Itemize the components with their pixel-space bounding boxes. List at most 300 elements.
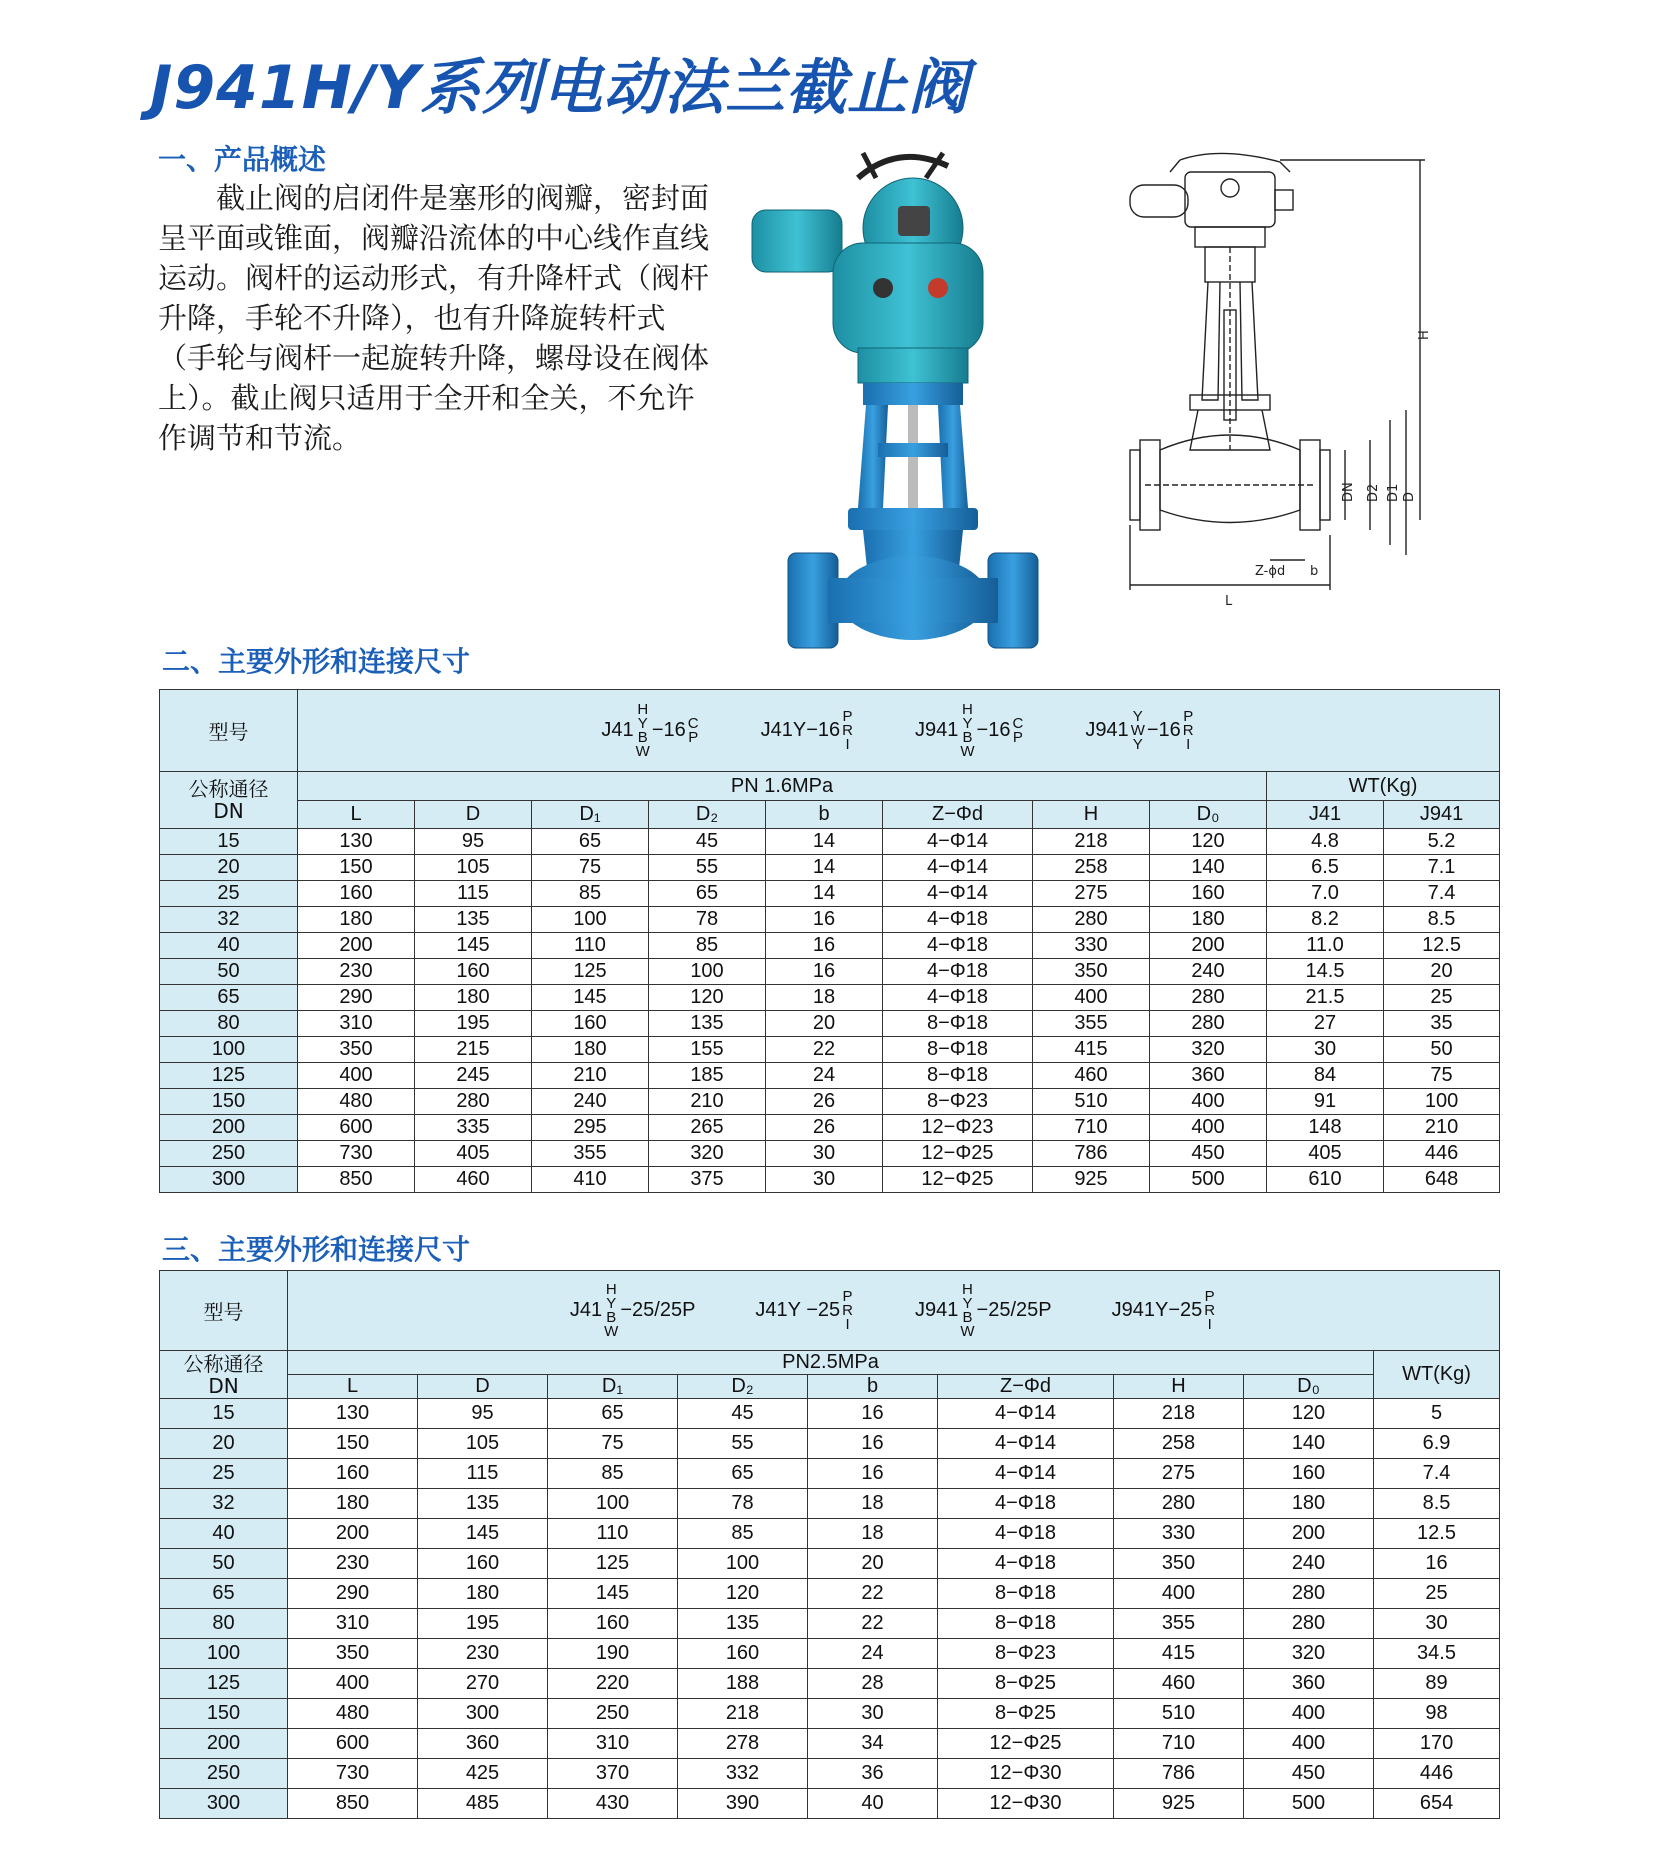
table-cell: 480 — [288, 1699, 418, 1729]
table-cell: 240 — [532, 1089, 649, 1115]
table-cell: 30 — [766, 1167, 883, 1193]
table-row — [160, 1759, 1500, 1789]
dn-cell: 40 — [160, 1519, 288, 1549]
dn-cell: 100 — [160, 1037, 298, 1063]
table-cell: 34 — [808, 1729, 938, 1759]
dn-cell: 150 — [160, 1089, 298, 1115]
table-row — [160, 1729, 1500, 1759]
table-cell: 16 — [808, 1399, 938, 1429]
table-cell: 100 — [678, 1549, 808, 1579]
column-header: H — [1114, 1375, 1244, 1399]
model-code: J41Y−16 P R I — [760, 707, 853, 753]
table-cell: 180 — [415, 985, 532, 1011]
table-cell: 12−Φ25 — [938, 1729, 1114, 1759]
dn-label: 公称通径 DN — [160, 772, 298, 829]
table-cell: 25 — [1374, 1579, 1500, 1609]
table-cell: 145 — [548, 1579, 678, 1609]
dim-d2-label: D2 — [1366, 483, 1381, 502]
table-cell: 8−Φ23 — [938, 1639, 1114, 1669]
table-cell: 34.5 — [1374, 1639, 1500, 1669]
column-header: D₀ — [1150, 801, 1267, 829]
dn-cell: 250 — [160, 1759, 288, 1789]
dimension-table-pn25 — [159, 1270, 1500, 1819]
dn-cell: 20 — [160, 855, 298, 881]
dim-d1-label: D1 — [1386, 483, 1401, 502]
table-cell: 850 — [288, 1789, 418, 1819]
dn-cell: 15 — [160, 1399, 288, 1429]
table-cell: 400 — [1244, 1729, 1374, 1759]
table-cell: 4−Φ14 — [883, 829, 1033, 855]
table-cell: 30 — [1267, 1037, 1384, 1063]
table-cell: 78 — [649, 907, 766, 933]
table-cell: 4−Φ18 — [883, 959, 1033, 985]
table-cell: 330 — [1033, 933, 1150, 959]
table-cell: 145 — [418, 1519, 548, 1549]
table-cell: 218 — [1033, 829, 1150, 855]
table-cell: 270 — [418, 1669, 548, 1699]
table-cell: 355 — [1033, 1011, 1150, 1037]
table-cell: 65 — [678, 1459, 808, 1489]
dim-b-label: b — [1310, 564, 1319, 579]
table-cell: 150 — [298, 855, 415, 881]
table-cell: 12−Φ30 — [938, 1759, 1114, 1789]
table-cell: 7.4 — [1384, 881, 1500, 907]
table-row — [160, 1063, 1500, 1089]
table-cell: 280 — [415, 1089, 532, 1115]
table-cell: 135 — [415, 907, 532, 933]
dn-cell: 32 — [160, 907, 298, 933]
table-row — [160, 881, 1500, 907]
table-cell: 26 — [766, 1115, 883, 1141]
table-cell: 200 — [298, 933, 415, 959]
table-cell: 240 — [1150, 959, 1267, 985]
table-cell: 95 — [415, 829, 532, 855]
table-cell: 400 — [1033, 985, 1150, 1011]
dn-cell: 50 — [160, 959, 298, 985]
table-cell: 8−Φ18 — [938, 1609, 1114, 1639]
table-cell: 110 — [532, 933, 649, 959]
table-cell: 786 — [1033, 1141, 1150, 1167]
table-cell: 400 — [288, 1669, 418, 1699]
model-codes — [298, 690, 1500, 772]
table-cell: 355 — [1114, 1609, 1244, 1639]
overview-text: 截止阀的启闭件是塞形的阀瓣，密封面呈平面或锥面，阀瓣沿流体的中心线作直线运动。阀杆的运动形式，有升降杆式（阀杆升降，手轮不升降），也有升降旋转杆式（手轮与阀杆一起旋转升降，螺母设在阀体上）。截止阀只适用于全开和全关，不允许作调节和节流。 — [158, 181, 710, 455]
weight-label: WT(Kg) — [1374, 1351, 1500, 1399]
table-cell: 355 — [532, 1141, 649, 1167]
table-cell: 4−Φ18 — [938, 1489, 1114, 1519]
table-cell: 280 — [1244, 1609, 1374, 1639]
table-cell: 105 — [415, 855, 532, 881]
table-row — [160, 1669, 1500, 1699]
table-cell: 258 — [1114, 1429, 1244, 1459]
table-cell: 14 — [766, 829, 883, 855]
dn-cell: 125 — [160, 1063, 298, 1089]
dn-cell: 125 — [160, 1669, 288, 1699]
table-cell: 450 — [1244, 1759, 1374, 1789]
table-row — [160, 1011, 1500, 1037]
dn-cell: 250 — [160, 1141, 298, 1167]
table-cell: 360 — [1150, 1063, 1267, 1089]
table-cell: 200 — [288, 1519, 418, 1549]
table-cell: 5.2 — [1384, 829, 1500, 855]
table-cell: 8−Φ18 — [883, 1037, 1033, 1063]
table-cell: 320 — [1150, 1037, 1267, 1063]
column-header: J41 — [1267, 801, 1384, 829]
table-cell: 75 — [1384, 1063, 1500, 1089]
dn-cell: 300 — [160, 1789, 288, 1819]
dn-cell: 300 — [160, 1167, 298, 1193]
table-row — [160, 1141, 1500, 1167]
table-cell: 16 — [766, 933, 883, 959]
table-cell: 24 — [766, 1063, 883, 1089]
dn-cell: 32 — [160, 1489, 288, 1519]
table-cell: 6.5 — [1267, 855, 1384, 881]
table-cell: 12−Φ25 — [883, 1167, 1033, 1193]
table-cell: 8−Φ25 — [938, 1699, 1114, 1729]
table-cell: 24 — [808, 1639, 938, 1669]
table-cell: 500 — [1150, 1167, 1267, 1193]
table-cell: 400 — [298, 1063, 415, 1089]
table-cell: 85 — [548, 1459, 678, 1489]
table-cell: 230 — [288, 1549, 418, 1579]
table-cell: 40 — [808, 1789, 938, 1819]
table-cell: 65 — [548, 1399, 678, 1429]
table-cell: 11.0 — [1267, 933, 1384, 959]
table-cell: 35 — [1384, 1011, 1500, 1037]
table-cell: 5 — [1374, 1399, 1500, 1429]
table-cell: 280 — [1033, 907, 1150, 933]
table-cell: 21.5 — [1267, 985, 1384, 1011]
column-header: H — [1033, 801, 1150, 829]
table-cell: 230 — [418, 1639, 548, 1669]
table-cell: 220 — [548, 1669, 678, 1699]
table-cell: 180 — [1244, 1489, 1374, 1519]
table-cell: 75 — [548, 1429, 678, 1459]
table-cell: 925 — [1114, 1789, 1244, 1819]
table-cell: 310 — [548, 1729, 678, 1759]
table-cell: 160 — [418, 1549, 548, 1579]
table-cell: 4−Φ14 — [938, 1459, 1114, 1489]
table-cell: 300 — [418, 1699, 548, 1729]
table-cell: 135 — [649, 1011, 766, 1037]
table-cell: 350 — [1114, 1549, 1244, 1579]
table-cell: 12.5 — [1374, 1519, 1500, 1549]
dim-l-label: L — [1225, 594, 1233, 609]
table-cell: 130 — [298, 829, 415, 855]
table-cell: 350 — [288, 1639, 418, 1669]
table-cell: 446 — [1374, 1759, 1500, 1789]
table-cell: 485 — [418, 1789, 548, 1819]
table-cell: 200 — [1150, 933, 1267, 959]
table-cell: 415 — [1033, 1037, 1150, 1063]
table-cell: 4−Φ18 — [938, 1549, 1114, 1579]
table-row — [160, 1549, 1500, 1579]
table-cell: 410 — [532, 1167, 649, 1193]
table-cell: 16 — [766, 959, 883, 985]
table-cell: 4−Φ14 — [883, 855, 1033, 881]
table-row — [160, 1699, 1500, 1729]
column-header: L — [298, 801, 415, 829]
table-cell: 258 — [1033, 855, 1150, 881]
table-cell: 400 — [1150, 1115, 1267, 1141]
column-header: D — [418, 1375, 548, 1399]
weight-label: WT(Kg) — [1267, 772, 1500, 801]
table-cell: 14 — [766, 881, 883, 907]
table-cell: 4.8 — [1267, 829, 1384, 855]
table-cell: 500 — [1244, 1789, 1374, 1819]
table-cell: 120 — [1244, 1399, 1374, 1429]
table-cell: 4−Φ18 — [938, 1519, 1114, 1549]
table-cell: 26 — [766, 1089, 883, 1115]
table-cell: 332 — [678, 1759, 808, 1789]
table-cell: 360 — [1244, 1669, 1374, 1699]
table-row — [160, 1609, 1500, 1639]
table-cell: 450 — [1150, 1141, 1267, 1167]
table-cell: 16 — [1374, 1549, 1500, 1579]
dim-h-label: H — [1417, 330, 1432, 340]
model-code: J941 H Y B W −16 C P — [914, 700, 1024, 760]
dn-cell: 65 — [160, 985, 298, 1011]
dn-cell: 15 — [160, 829, 298, 855]
table-cell: 215 — [415, 1037, 532, 1063]
table-cell: 195 — [418, 1609, 548, 1639]
table-cell: 320 — [649, 1141, 766, 1167]
table-cell: 7.1 — [1384, 855, 1500, 881]
table-cell: 4−Φ18 — [883, 907, 1033, 933]
dn-cell: 40 — [160, 933, 298, 959]
table-cell: 120 — [1150, 829, 1267, 855]
page-title: J941H/Y系列电动法兰截止阀 — [150, 53, 970, 123]
dn-cell: 25 — [160, 1459, 288, 1489]
table-row — [160, 1639, 1500, 1669]
table-cell: 85 — [649, 933, 766, 959]
table-cell: 295 — [532, 1115, 649, 1141]
table-cell: 710 — [1033, 1115, 1150, 1141]
table-cell: 710 — [1114, 1729, 1244, 1759]
table-cell: 310 — [288, 1609, 418, 1639]
column-header: J941 — [1384, 801, 1500, 829]
table-cell: 4−Φ14 — [938, 1399, 1114, 1429]
table-cell: 4−Φ18 — [883, 985, 1033, 1011]
table-row — [160, 907, 1500, 933]
table-cell: 290 — [298, 985, 415, 1011]
table-cell: 78 — [678, 1489, 808, 1519]
table-cell: 350 — [1033, 959, 1150, 985]
table-cell: 148 — [1267, 1115, 1384, 1141]
table-cell: 460 — [1114, 1669, 1244, 1699]
table-cell: 14 — [766, 855, 883, 881]
table-cell: 22 — [808, 1579, 938, 1609]
table-cell: 36 — [808, 1759, 938, 1789]
table-cell: 250 — [548, 1699, 678, 1729]
table-cell: 7.4 — [1374, 1459, 1500, 1489]
table-cell: 180 — [298, 907, 415, 933]
table-cell: 14.5 — [1267, 959, 1384, 985]
table-cell: 160 — [288, 1459, 418, 1489]
dn-cell: 50 — [160, 1549, 288, 1579]
table-cell: 160 — [1244, 1459, 1374, 1489]
column-header: D₁ — [532, 801, 649, 829]
type-label: 型号 — [160, 690, 298, 772]
table-cell: 925 — [1033, 1167, 1150, 1193]
column-header: D₂ — [678, 1375, 808, 1399]
table-cell: 8.2 — [1267, 907, 1384, 933]
pressure-label: PN2.5MPa — [288, 1351, 1374, 1375]
table-cell: 65 — [532, 829, 649, 855]
table-cell: 180 — [1150, 907, 1267, 933]
table-cell: 28 — [808, 1669, 938, 1699]
table-cell: 160 — [548, 1609, 678, 1639]
table-cell: 85 — [532, 881, 649, 907]
table-cell: 135 — [678, 1609, 808, 1639]
table-cell: 370 — [548, 1759, 678, 1789]
table-cell: 50 — [1384, 1037, 1500, 1063]
dn-cell: 80 — [160, 1609, 288, 1639]
table-cell: 195 — [415, 1011, 532, 1037]
table-cell: 25 — [1384, 985, 1500, 1011]
table-cell: 200 — [1244, 1519, 1374, 1549]
table-cell: 145 — [532, 985, 649, 1011]
table-cell: 190 — [548, 1639, 678, 1669]
table-cell: 390 — [678, 1789, 808, 1819]
table-cell: 115 — [418, 1459, 548, 1489]
table-cell: 16 — [808, 1459, 938, 1489]
dn-cell: 20 — [160, 1429, 288, 1459]
table-cell: 110 — [548, 1519, 678, 1549]
table-row — [160, 829, 1500, 855]
table-row — [160, 1399, 1500, 1429]
table-cell: 275 — [1033, 881, 1150, 907]
table-cell: 280 — [1150, 985, 1267, 1011]
table-cell: 105 — [418, 1429, 548, 1459]
table-cell: 22 — [766, 1037, 883, 1063]
table-cell: 4−Φ18 — [883, 933, 1033, 959]
valve-photo — [748, 148, 1048, 653]
table-row — [160, 1579, 1500, 1609]
table-cell: 480 — [298, 1089, 415, 1115]
table-row — [160, 1429, 1500, 1459]
table-cell: 160 — [1150, 881, 1267, 907]
table-cell: 290 — [288, 1579, 418, 1609]
table-cell: 160 — [415, 959, 532, 985]
table2-heading: 三、主要外形和连接尺寸 — [162, 1233, 471, 1266]
table-cell: 75 — [532, 855, 649, 881]
table-cell: 218 — [1114, 1399, 1244, 1429]
table-cell: 120 — [678, 1579, 808, 1609]
table-cell: 150 — [288, 1429, 418, 1459]
table-cell: 125 — [548, 1549, 678, 1579]
table-cell: 230 — [298, 959, 415, 985]
table-cell: 180 — [288, 1489, 418, 1519]
table-cell: 600 — [288, 1729, 418, 1759]
table-row — [160, 855, 1500, 881]
table-cell: 100 — [649, 959, 766, 985]
table-cell: 100 — [1384, 1089, 1500, 1115]
table-cell: 95 — [418, 1399, 548, 1429]
column-header: b — [808, 1375, 938, 1399]
table-cell: 18 — [766, 985, 883, 1011]
table-cell: 240 — [1244, 1549, 1374, 1579]
dim-d-label: D — [1402, 491, 1417, 502]
table-cell: 510 — [1114, 1699, 1244, 1729]
table-cell: 55 — [678, 1429, 808, 1459]
table-cell: 265 — [649, 1115, 766, 1141]
table-cell: 8−Φ18 — [938, 1579, 1114, 1609]
table-cell: 155 — [649, 1037, 766, 1063]
table-cell: 400 — [1244, 1699, 1374, 1729]
model-codes — [288, 1271, 1500, 1351]
column-header: D₁ — [548, 1375, 678, 1399]
dn-cell: 150 — [160, 1699, 288, 1729]
table-cell: 135 — [418, 1489, 548, 1519]
table-cell: 160 — [298, 881, 415, 907]
table-cell: 20 — [808, 1549, 938, 1579]
table-cell: 170 — [1374, 1729, 1500, 1759]
table-cell: 275 — [1114, 1459, 1244, 1489]
table-cell: 350 — [298, 1037, 415, 1063]
column-header: D₂ — [649, 801, 766, 829]
table-cell: 510 — [1033, 1089, 1150, 1115]
table-cell: 4−Φ14 — [883, 881, 1033, 907]
table-cell: 600 — [298, 1115, 415, 1141]
table-cell: 280 — [1150, 1011, 1267, 1037]
table-cell: 460 — [1033, 1063, 1150, 1089]
dim-dn-label: DN — [1341, 482, 1356, 502]
table-cell: 160 — [678, 1639, 808, 1669]
column-header: L — [288, 1375, 418, 1399]
pressure-label: PN 1.6MPa — [298, 772, 1267, 801]
table-cell: 330 — [1114, 1519, 1244, 1549]
table-row — [160, 933, 1500, 959]
table-cell: 8−Φ25 — [938, 1669, 1114, 1699]
dim-zphi-label: Z-ϕd — [1255, 564, 1286, 579]
table-cell: 30 — [808, 1699, 938, 1729]
column-header: D — [415, 801, 532, 829]
table-cell: 360 — [418, 1729, 548, 1759]
table-cell: 730 — [288, 1759, 418, 1789]
table-cell: 30 — [1374, 1609, 1500, 1639]
table-cell: 16 — [808, 1429, 938, 1459]
table-cell: 100 — [532, 907, 649, 933]
table-cell: 375 — [649, 1167, 766, 1193]
table-cell: 430 — [548, 1789, 678, 1819]
table-row — [160, 1089, 1500, 1115]
table-cell: 335 — [415, 1115, 532, 1141]
table-cell: 125 — [532, 959, 649, 985]
overview-heading: 一、产品概述 — [158, 143, 327, 176]
table-row — [160, 1519, 1500, 1549]
table-cell: 98 — [1374, 1699, 1500, 1729]
table-cell: 400 — [1114, 1579, 1244, 1609]
model-code: J41Y −25 P R I — [755, 1287, 853, 1333]
table-row — [160, 985, 1500, 1011]
table-cell: 12−Φ23 — [883, 1115, 1033, 1141]
column-header: Z−Φd — [883, 801, 1033, 829]
table-cell: 20 — [1384, 959, 1500, 985]
table-cell: 730 — [298, 1141, 415, 1167]
column-header: D₀ — [1244, 1375, 1374, 1399]
table-cell: 210 — [1384, 1115, 1500, 1141]
table-row — [160, 1115, 1500, 1141]
dn-cell: 80 — [160, 1011, 298, 1037]
table-cell: 160 — [532, 1011, 649, 1037]
table-cell: 310 — [298, 1011, 415, 1037]
table-cell: 654 — [1374, 1789, 1500, 1819]
table-cell: 320 — [1244, 1639, 1374, 1669]
table-cell: 400 — [1150, 1089, 1267, 1115]
table-cell: 100 — [548, 1489, 678, 1519]
table-cell: 16 — [766, 907, 883, 933]
